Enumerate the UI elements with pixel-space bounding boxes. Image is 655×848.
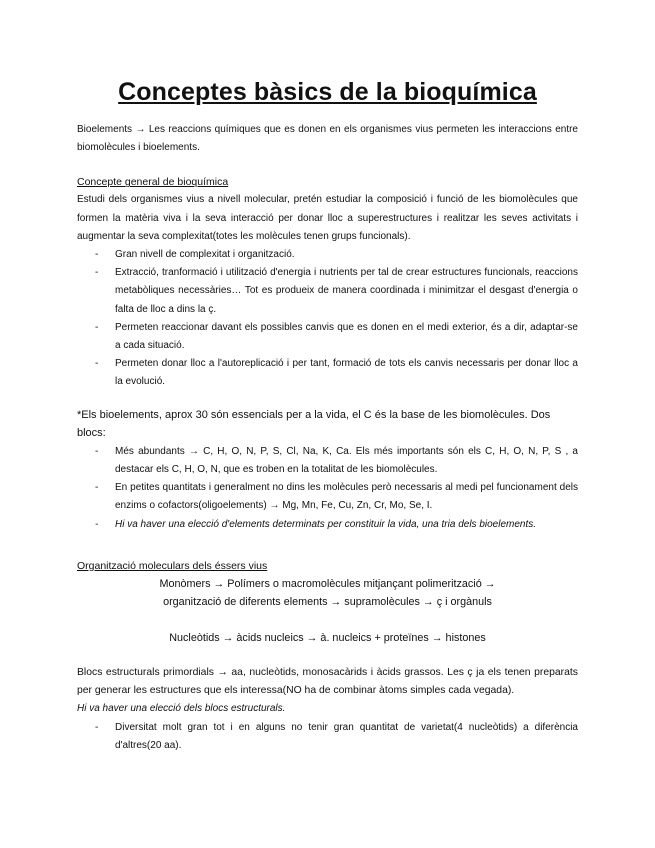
list-item: - Diversitat molt gran tot i en alguns no tenir gran quantitat de varietat(4 nucleòtids) a diferència d'altres(20 aa). <box>115 719 578 755</box>
list-item: - Permeten reaccionar davant els possibles canvis que es donen en el medi exterior, és a dir, adaptar-se a cada situació. <box>115 319 578 355</box>
page-title: Conceptes bàsics de la bioquímica <box>118 78 537 106</box>
organitzacio-line-2: organització de diferents elements → supramolècules → ç i orgànuls <box>163 596 492 609</box>
list-item: - Permeten donar lloc a l'autoreplicació i per tant, formació de tots els canvis necessaris per donar lloc a la evolució. <box>115 355 578 391</box>
concepte-list <box>77 246 578 392</box>
bioelements-list <box>77 443 578 534</box>
bioelements-intro: *Els bioelements, aprox 30 són essencials per a la vida, el C és la base de les biomolècules. Dos blocs: <box>77 408 551 440</box>
section-heading-organitzacio: Organització moleculars dels éssers vius <box>77 559 268 572</box>
blocs-list <box>77 719 578 755</box>
organitzacio-line-3: Nucleòtids → àcids nucleics → à. nucleics + proteïnes → histones <box>169 631 486 644</box>
blocs-paragraph: Blocs estructurals primordials → aa, nucleòtids, monosacàrids i àcids grassos. Les ç ja els tenen preparats per generar les estructures que els interessa(NO ha de combinar àtoms simples cada vegada). <box>77 667 578 697</box>
section-heading-concepte: Concepte general de bioquímica <box>77 176 229 189</box>
list-item: - En petites quantitats i generalment no dins les molècules però necessaris al medi pel funcionament dels enzims o cofactors(oligoelements) → Mg, Mn, Fe, Cu, Zn, Cr, Mo, Se, I. <box>115 479 578 515</box>
list-item: - Gran nivell de complexitat i organització. <box>115 246 578 264</box>
organitzacio-line-1: Monòmers → Polímers o macromolècules mitjançant polimerització → <box>159 577 496 590</box>
list-item: - Més abundants → C, H, O, N, P, S, Cl, Na, K, Ca. Els més importants són els C, H, O, N, P, S , a destacar els C, H, O, N, que es troben en la totalitat de les biomolècules. <box>115 443 578 479</box>
list-item: - Hi va haver una elecció d'elements determinats per constituir la vida, una tria dels bioelements. <box>115 516 578 534</box>
concepte-paragraph: Estudi dels organismes vius a nivell molecular, pretén estudiar la composició i funció de les biomolècules que formen la matèria viva i la seva interacció per donar lloc a superestructures i realitzar les seves activitats i augmentar la seva complexitat(totes les molècules tenen grups funcionals). <box>77 194 578 242</box>
blocs-italic-line: Hi va haver una elecció dels blocs estructurals. <box>77 703 286 715</box>
intro-paragraph: Bioelements → Les reaccions químiques que es donen en els organismes vius permeten les interaccions entre biomolècules i bioelements. <box>77 124 578 154</box>
list-item: - Extracció, tranformació i utilització d'energia i nutrients per tal de crear estructures funcionals, reaccions metabòliques necessàries… Tot es produeix de manera coordinada i minimitzar el desgast d'energia o falta de lloc a dins la ç. <box>115 264 578 319</box>
